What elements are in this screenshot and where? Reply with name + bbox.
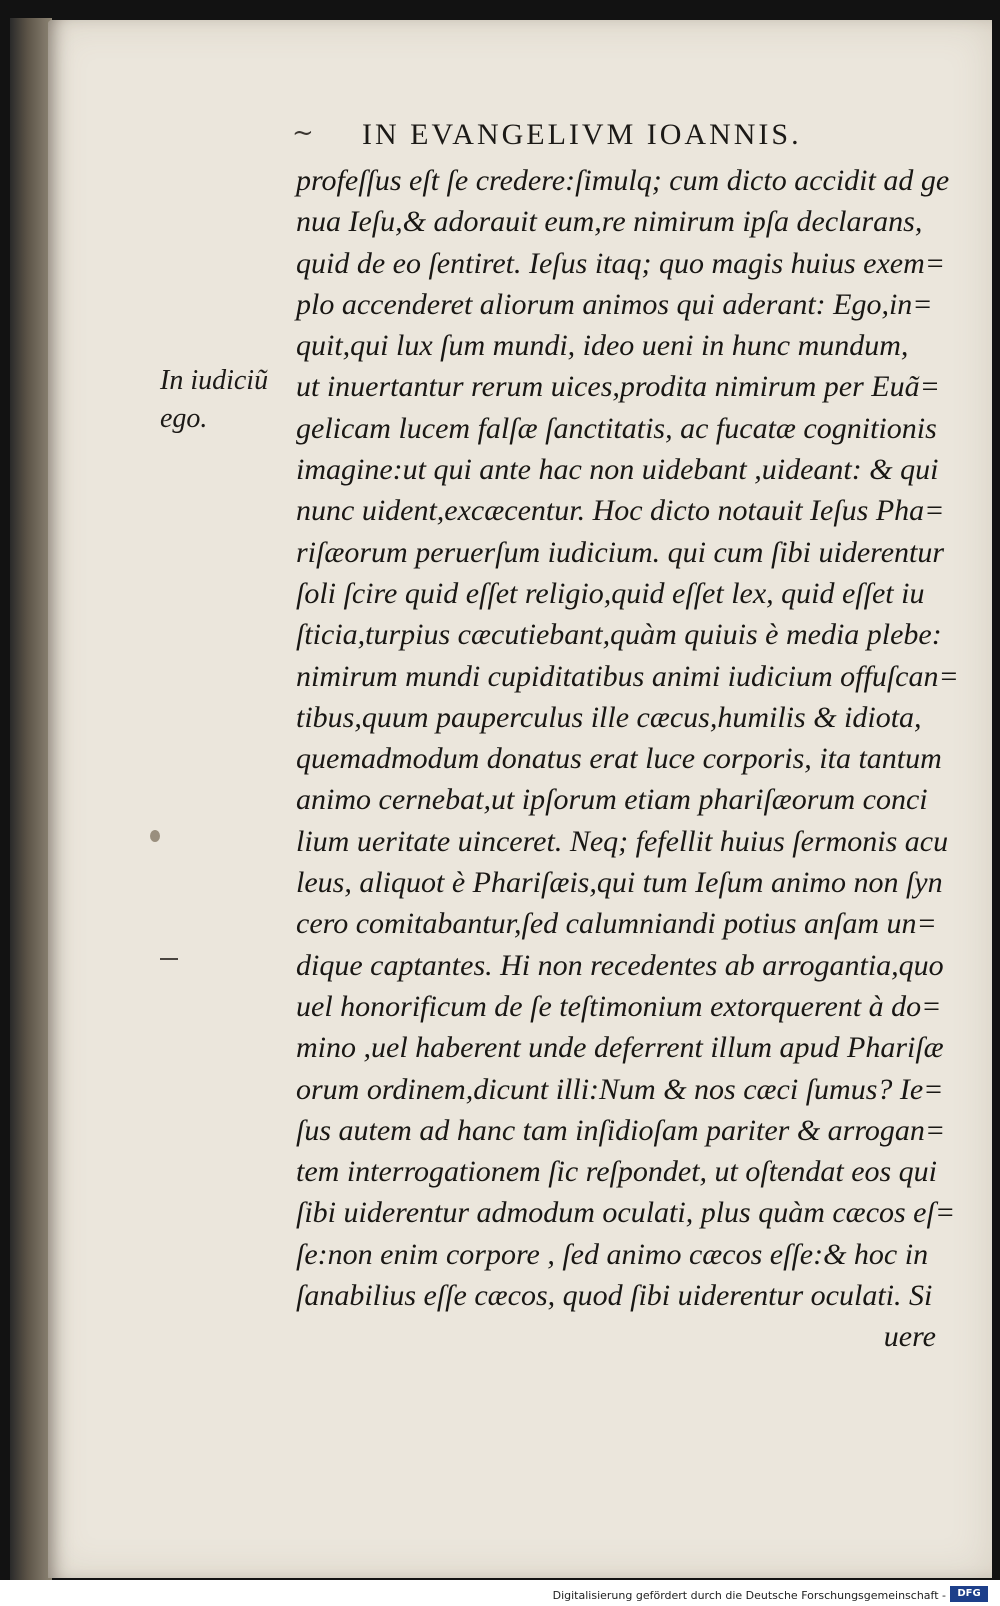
text-line: orum ordinem,dicunt illi:Num & nos cæci ſumus? Ie= <box>296 1072 944 1106</box>
text-line: riſæorum peruerſum iudicium. qui cum ſibi uiderentur <box>296 535 945 569</box>
text-line: quemadmodum donatus erat luce corporis, ita tantum <box>296 742 942 776</box>
text-line: leus, aliquot è Phariſæis,qui tum Ieſum animo non ſyn <box>296 866 943 900</box>
marginal-note-line: In iudiciũ <box>160 365 269 396</box>
text-line: ſanabilius eſſe cæcos, quod ſibi uiderentur oculati. Si <box>296 1279 933 1313</box>
text-line: lium ueritate uinceret. Neq; fefellit huius ſermonis acu <box>296 824 949 858</box>
text-line: ſoli ſcire quid eſſet religio,quid eſſet lex, quid eſſet iu <box>296 576 925 610</box>
text-line: quit,qui lux ſum mundi, ideo ueni in hunc mundum, <box>296 329 909 363</box>
paper-stain <box>150 830 160 842</box>
catchword: uere <box>883 1320 936 1354</box>
text-line: imagine:ut qui ante hac non uidebant ,uideant: & qui <box>296 453 939 487</box>
marginal-note <box>160 362 268 438</box>
text-line: tibus,quum pauperculus ille cæcus,humilis & idiota, <box>296 700 922 734</box>
text-line: mino ,uel haberent unde deferrent illum apud Phariſæ <box>296 1031 944 1065</box>
dfg-logo: DFG <box>950 1586 988 1602</box>
text-line: nimirum mundi cupiditatibus animi iudicium offuſcan= <box>296 659 959 693</box>
running-head-ornament: ~ <box>292 118 314 148</box>
text-line: ſe:non enim corpore , ſed animo cæcos eſſe:& hoc in <box>296 1237 929 1271</box>
text-line: uel honorificum de ſe teſtimonium extorquerent à do= <box>296 989 942 1023</box>
text-line: ſibi uiderentur admodum oculati, plus quàm cæcos eſ= <box>296 1196 956 1230</box>
margin-mark <box>160 958 178 960</box>
text-line: ut inuertantur rerum uices,prodita nimirum per Euã= <box>296 370 940 404</box>
text-line: quid de eo ſentiret. Ieſus itaq; quo magis huius exem= <box>296 246 946 280</box>
text-line: ſticia,turpius cæcutiebant,quàm quiuis è media plebe: <box>296 618 942 652</box>
digitization-credit: Digitalisierung gefördert durch die Deutsche Forschungsgemeinschaft - <box>552 1589 946 1602</box>
text-line: gelicam lucem falſæ ſanctitatis, ac fucatæ cognitionis <box>296 411 937 445</box>
text-line: nunc uident,excæcentur. Hoc dicto notauit Ieſus Pha= <box>296 494 945 528</box>
marginal-note-line: ego. <box>160 403 208 434</box>
text-line: ſus autem ad hanc tam inſidioſam pariter & arrogan= <box>296 1113 946 1147</box>
text-line: tem interrogationem ſic reſpondet, ut oſtendat eos qui <box>296 1155 938 1189</box>
book-binding-edge <box>10 18 52 1580</box>
text-line: plo accenderet aliorum animos qui aderant: Ego,in= <box>296 287 933 321</box>
body-text <box>296 160 959 1358</box>
text-line: profeſſus eſt ſe credere:ſimulq; cum dicto accidit ad ge <box>296 164 950 197</box>
text-line: dique captantes. Hi non recedentes ab arrogantia,quo <box>296 948 944 982</box>
text-line: nua Ieſu,& adorauit eum,re nimirum ipſa declarans, <box>296 205 923 239</box>
running-head: IN EVANGELIVM IOANNIS. <box>362 118 802 151</box>
text-line: cero comitabantur,ſed calumniandi potius anſam un= <box>296 907 937 941</box>
text-line: animo cernebat,ut ipſorum etiam phariſæorum conci <box>296 783 928 817</box>
